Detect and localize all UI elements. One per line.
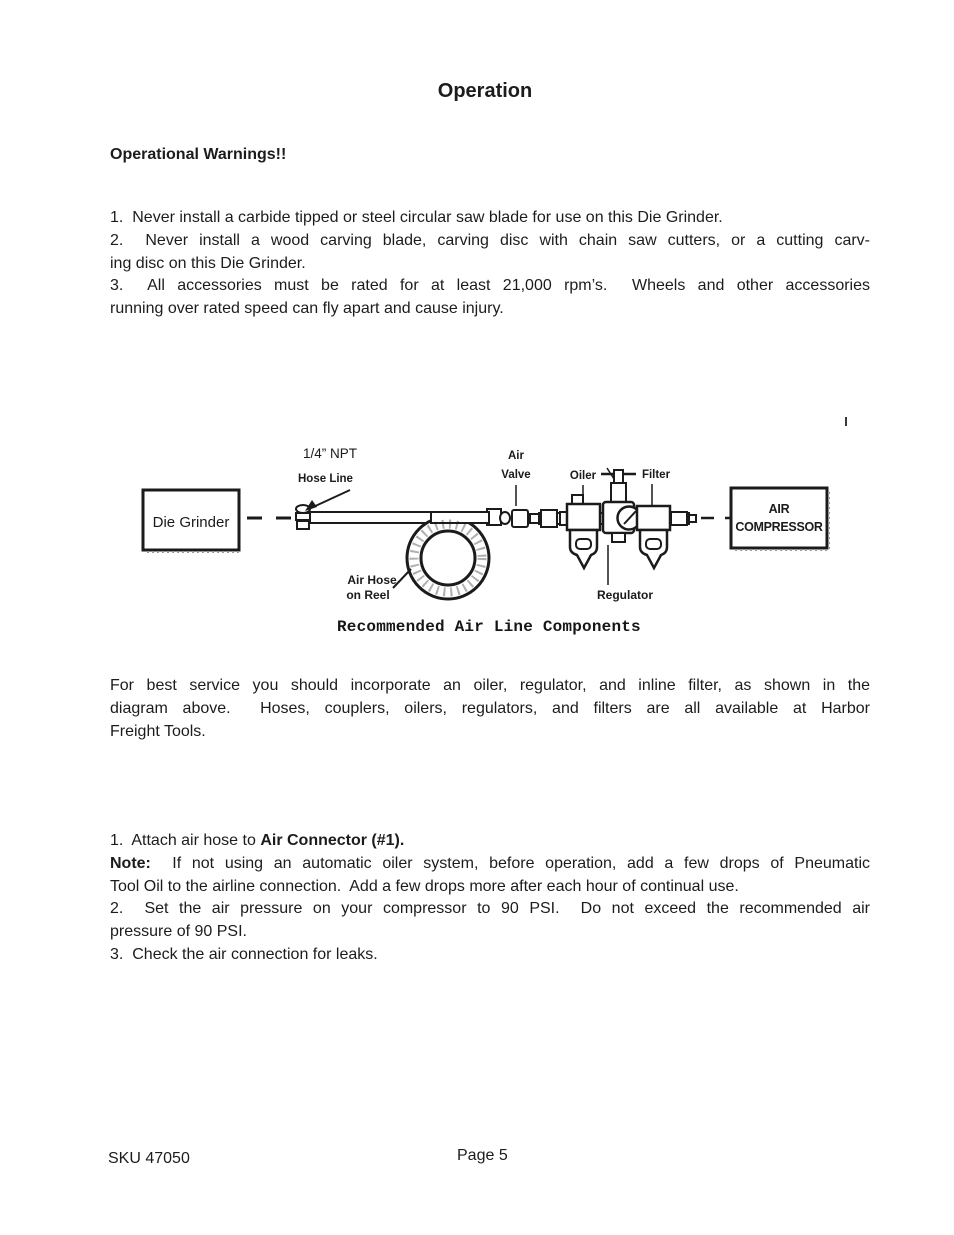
air-valve-label-2: Valve — [501, 469, 531, 481]
npt-label-group — [298, 446, 357, 511]
filter-label: Filter — [641, 469, 671, 481]
text-segment: 1. Attach air hose to — [110, 832, 261, 849]
text-segment: diagram above. Hoses, couplers, oilers, regulators, and filters are all available at Harbor — [110, 699, 870, 717]
text-line — [110, 253, 870, 276]
footer-page-number: Page 5 — [457, 1147, 508, 1164]
footer-sku: SKU 47050 — [108, 1150, 190, 1167]
text-line — [110, 230, 870, 253]
bold-text-segment: Note: — [110, 854, 151, 872]
text-line — [110, 207, 870, 230]
text-segment: pressure of 90 PSI. — [110, 923, 247, 941]
scan-artifact-mark — [845, 417, 847, 426]
text-line — [110, 298, 870, 321]
text-segment: ing disc on this Die Grinder. — [110, 254, 306, 272]
air-compressor-box — [731, 488, 829, 550]
text-line — [110, 675, 870, 698]
oiler-label: Oiler — [569, 470, 597, 482]
air-hose-label: Air Hose — [347, 573, 397, 587]
air-hose-label-group — [346, 569, 411, 602]
text-line — [110, 698, 870, 721]
warnings-list — [110, 207, 870, 321]
oiler-unit — [567, 470, 600, 568]
hose-line-label: Hose Line — [298, 473, 353, 485]
bold-text-segment: Air Connector (#1). — [260, 832, 405, 849]
text-line — [110, 944, 870, 967]
service-note — [110, 675, 870, 743]
text-segment: For best service you should incorporate an oiler, regulator, and inline filter, as shown in the — [110, 677, 870, 694]
text-segment: 2. Set the air pressure on your compressor to 90 PSI. Do not exceed the recommended air — [110, 900, 870, 918]
text-line — [110, 275, 870, 298]
text-segment: Tool Oil to the airline connection. Add a few drops more after each hour of continual use. — [110, 877, 739, 895]
text-line — [110, 921, 870, 944]
air-valve — [500, 450, 539, 527]
text-line — [110, 830, 870, 853]
air-hose-coil — [407, 512, 489, 599]
compressor-label-2: COMPRESSOR — [735, 520, 823, 534]
text-line — [110, 876, 870, 899]
text-segment: 3. All accessories must be rated for at least 21,000 rpm’s. Wheels and other accessories — [110, 277, 870, 295]
compressor-label-1: AIR — [768, 502, 790, 516]
text-segment: 2. Never install a wood carving blade, carving disc with chain saw cutters, or a cutting carv- — [110, 231, 870, 249]
page-title: Operation — [437, 80, 533, 102]
text-segment: 1. Never install a carbide tipped or steel circular saw blade for use on this Die Grinder. — [110, 209, 723, 226]
text-line — [110, 898, 870, 921]
filter-unit — [637, 469, 671, 568]
regulator-label: Regulator — [596, 588, 654, 602]
diagram-caption: Recommended Air Line Components — [337, 618, 641, 636]
text-line — [110, 853, 870, 876]
text-segment: If not using an automatic oiler system, before operation, add a few drops of Pneumatic — [150, 854, 870, 872]
warnings-heading: Operational Warnings!! — [110, 146, 287, 163]
air-valve-label-1: Air — [508, 450, 524, 462]
npt-label: 1/4” NPT — [303, 446, 358, 461]
text-segment: 3. Check the air connection for leaks. — [110, 945, 378, 963]
text-segment: Freight Tools. — [110, 722, 206, 740]
die-grinder-box — [143, 490, 241, 552]
on-reel-label: on Reel — [346, 588, 390, 602]
instructions-list — [110, 830, 870, 967]
text-line — [110, 721, 870, 744]
text-segment: running over rated speed can fly apart and cause injury. — [110, 300, 504, 318]
die-grinder-label: Die Grinder — [152, 514, 230, 531]
